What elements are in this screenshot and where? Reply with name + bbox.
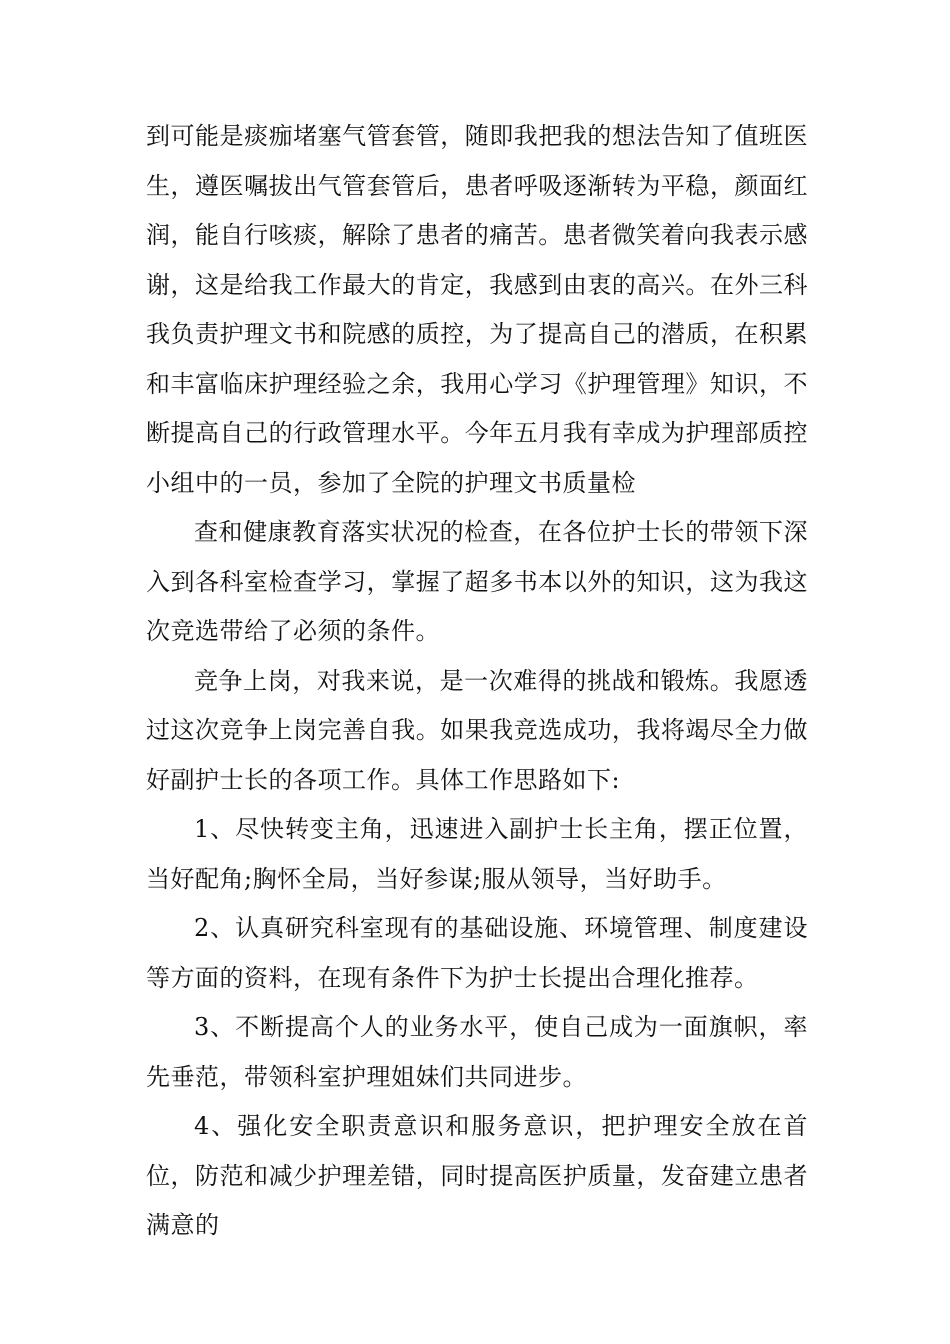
paragraph-7: 4、强化安全职责意识和服务意识，把护理安全放在首位，防范和减少护理差错，同时提高医护质量，发奋建立患者满意的 [146,1112,808,1239]
paragraph-1: 到可能是痰痂堵塞气管套管，随即我把我的想法告知了值班医生，遵医嘱拔出气管套管后，患者呼吸逐渐转为平稳，颜面红润，能自行咳痰，解除了患者的痛苦。患者微笑着向我表示感谢，这是给我工作最大的肯定，我感到由衷的高兴。在外三科我负责护理文书和院感的质控，为了提高自己的潜质，在积累和丰富临床护理经验之余，我用心学习《护理管理》知识，不断提高自己的行政管理水平。今年五月我有幸成为护理部质控小组中的一员，参加了全院的护理文书质量检 [146,122,808,497]
paragraph-2: 查和健康教育落实状况的检查，在各位护士长的带领下深入到各科室检查学习，掌握了超多书本以外的知识，这为我这次竞选带给了必须的条件。 [146,518,808,645]
document-body [146,112,808,1251]
paragraph-4: 1、尽快转变主角，迅速进入副护士长主角，摆正位置，当好配角;胸怀全局，当好参谋;服从领导，当好助手。 [146,815,808,893]
paragraph-6: 3、不断提高个人的业务水平，使自己成为一面旗帜，率先垂范，带领科室护理姐妹们共同进步。 [146,1013,808,1091]
paragraph-5: 2、认真研究科室现有的基础设施、环境管理、制度建设等方面的资料，在现有条件下为护士长提出合理化推荐。 [146,914,808,992]
paragraph-3: 竞争上岗，对我来说，是一次难得的挑战和锻炼。我愿透过这次竞争上岗完善自我。如果我竞选成功，我将竭尽全力做好副护士长的各项工作。具体工作思路如下: [146,666,808,794]
